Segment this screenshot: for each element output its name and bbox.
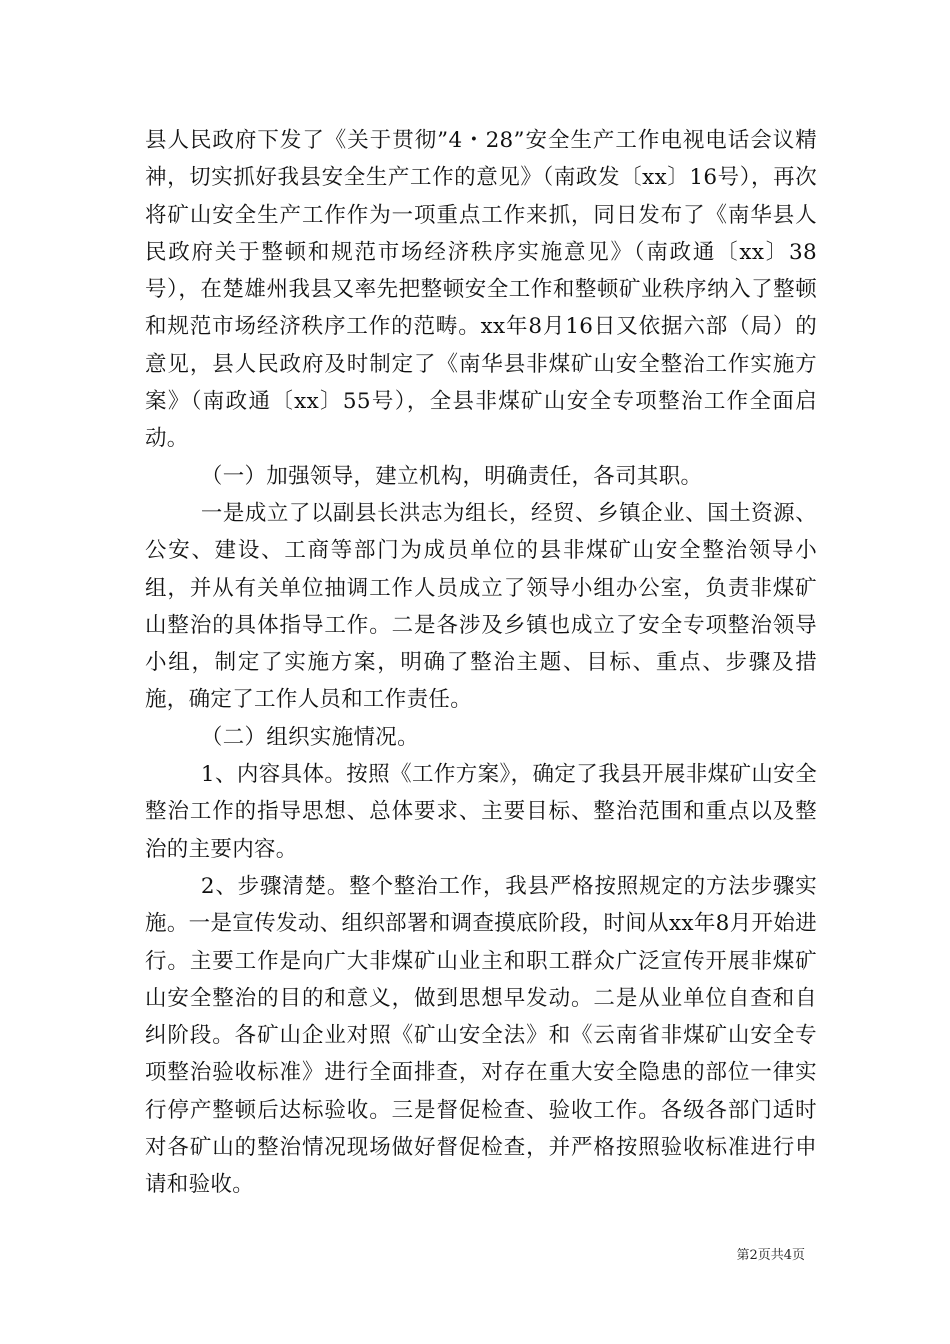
page-number: 第2页共4页 (736, 1248, 805, 1263)
paragraph-steps: 2、步骤清楚。整个整治工作，我县严格按照规定的方法步骤实施。一是宣传发动、组织部署和调查摸底阶段，时间从xx年8月开始进行。主要工作是向广大非煤矿山业主和职工群众广泛宣传开展非煤矿山安全整治的目的和意义，做到思想早发动。二是从业单位自查和自纠阶段。各矿山企业对照《矿山安全法》和《云南省非煤矿山安全专项整治验收标准》进行全面排查，对存在重大安全隐患的部位一律实行停产整顿后达标验收。三是督促检查、验收工作。各级各部门适时对各矿山的整治情况现场做好督促检查，并严格按照验收标准进行申请和验收。 (145, 873, 817, 1198)
section-heading-implementation: （二）组织实施情况。 (200, 724, 419, 750)
paragraph-content: 1、内容具体。按照《工作方案》，确定了我县开展非煤矿山安全整治工作的指导思想、总体要求、主要目标、整治范围和重点以及整治的主要内容。 (145, 762, 817, 862)
paragraph-intro: 县人民政府下发了《关于贯彻”4・28”安全生产工作电视电话会议精神，切实抓好我县安全生产工作的意见》（南政发〔xx〕16号），再次将矿山安全生产工作作为一项重点工作来抓，同日发布了《南华县人民政府关于整顿和规范市场经济秩序实施意见》（南政通〔xx〕38号），在楚雄州我县又率先把整顿安全工作和整顿矿业秩序纳入了整顿和规范市场经济秩序工作的范畴。xx年8月16日又依据六部（局）的意见，县人民政府及时制定了《南华县非煤矿山安全整治工作实施方案》（南政通〔xx〕55号），全县非煤矿山安全专项整治工作全面启动。 (145, 128, 817, 452)
document-body (145, 122, 817, 1204)
paragraph-leadership: 一是成立了以副县长洪志为组长，经贸、乡镇企业、国土资源、公安、建设、工商等部门为成员单位的县非煤矿山安全整治领导小组，并从有关单位抽调工作人员成立了领导小组办公室，负责非煤矿山整治的具体指导工作。二是各涉及乡镇也成立了安全专项整治领导小组，制定了实施方案，明确了整治主题、目标、重点、步骤及措施，确定了工作人员和工作责任。 (145, 500, 817, 713)
section-heading-leadership: （一）加强领导，建立机构，明确责任，各司其职。 (200, 463, 703, 489)
